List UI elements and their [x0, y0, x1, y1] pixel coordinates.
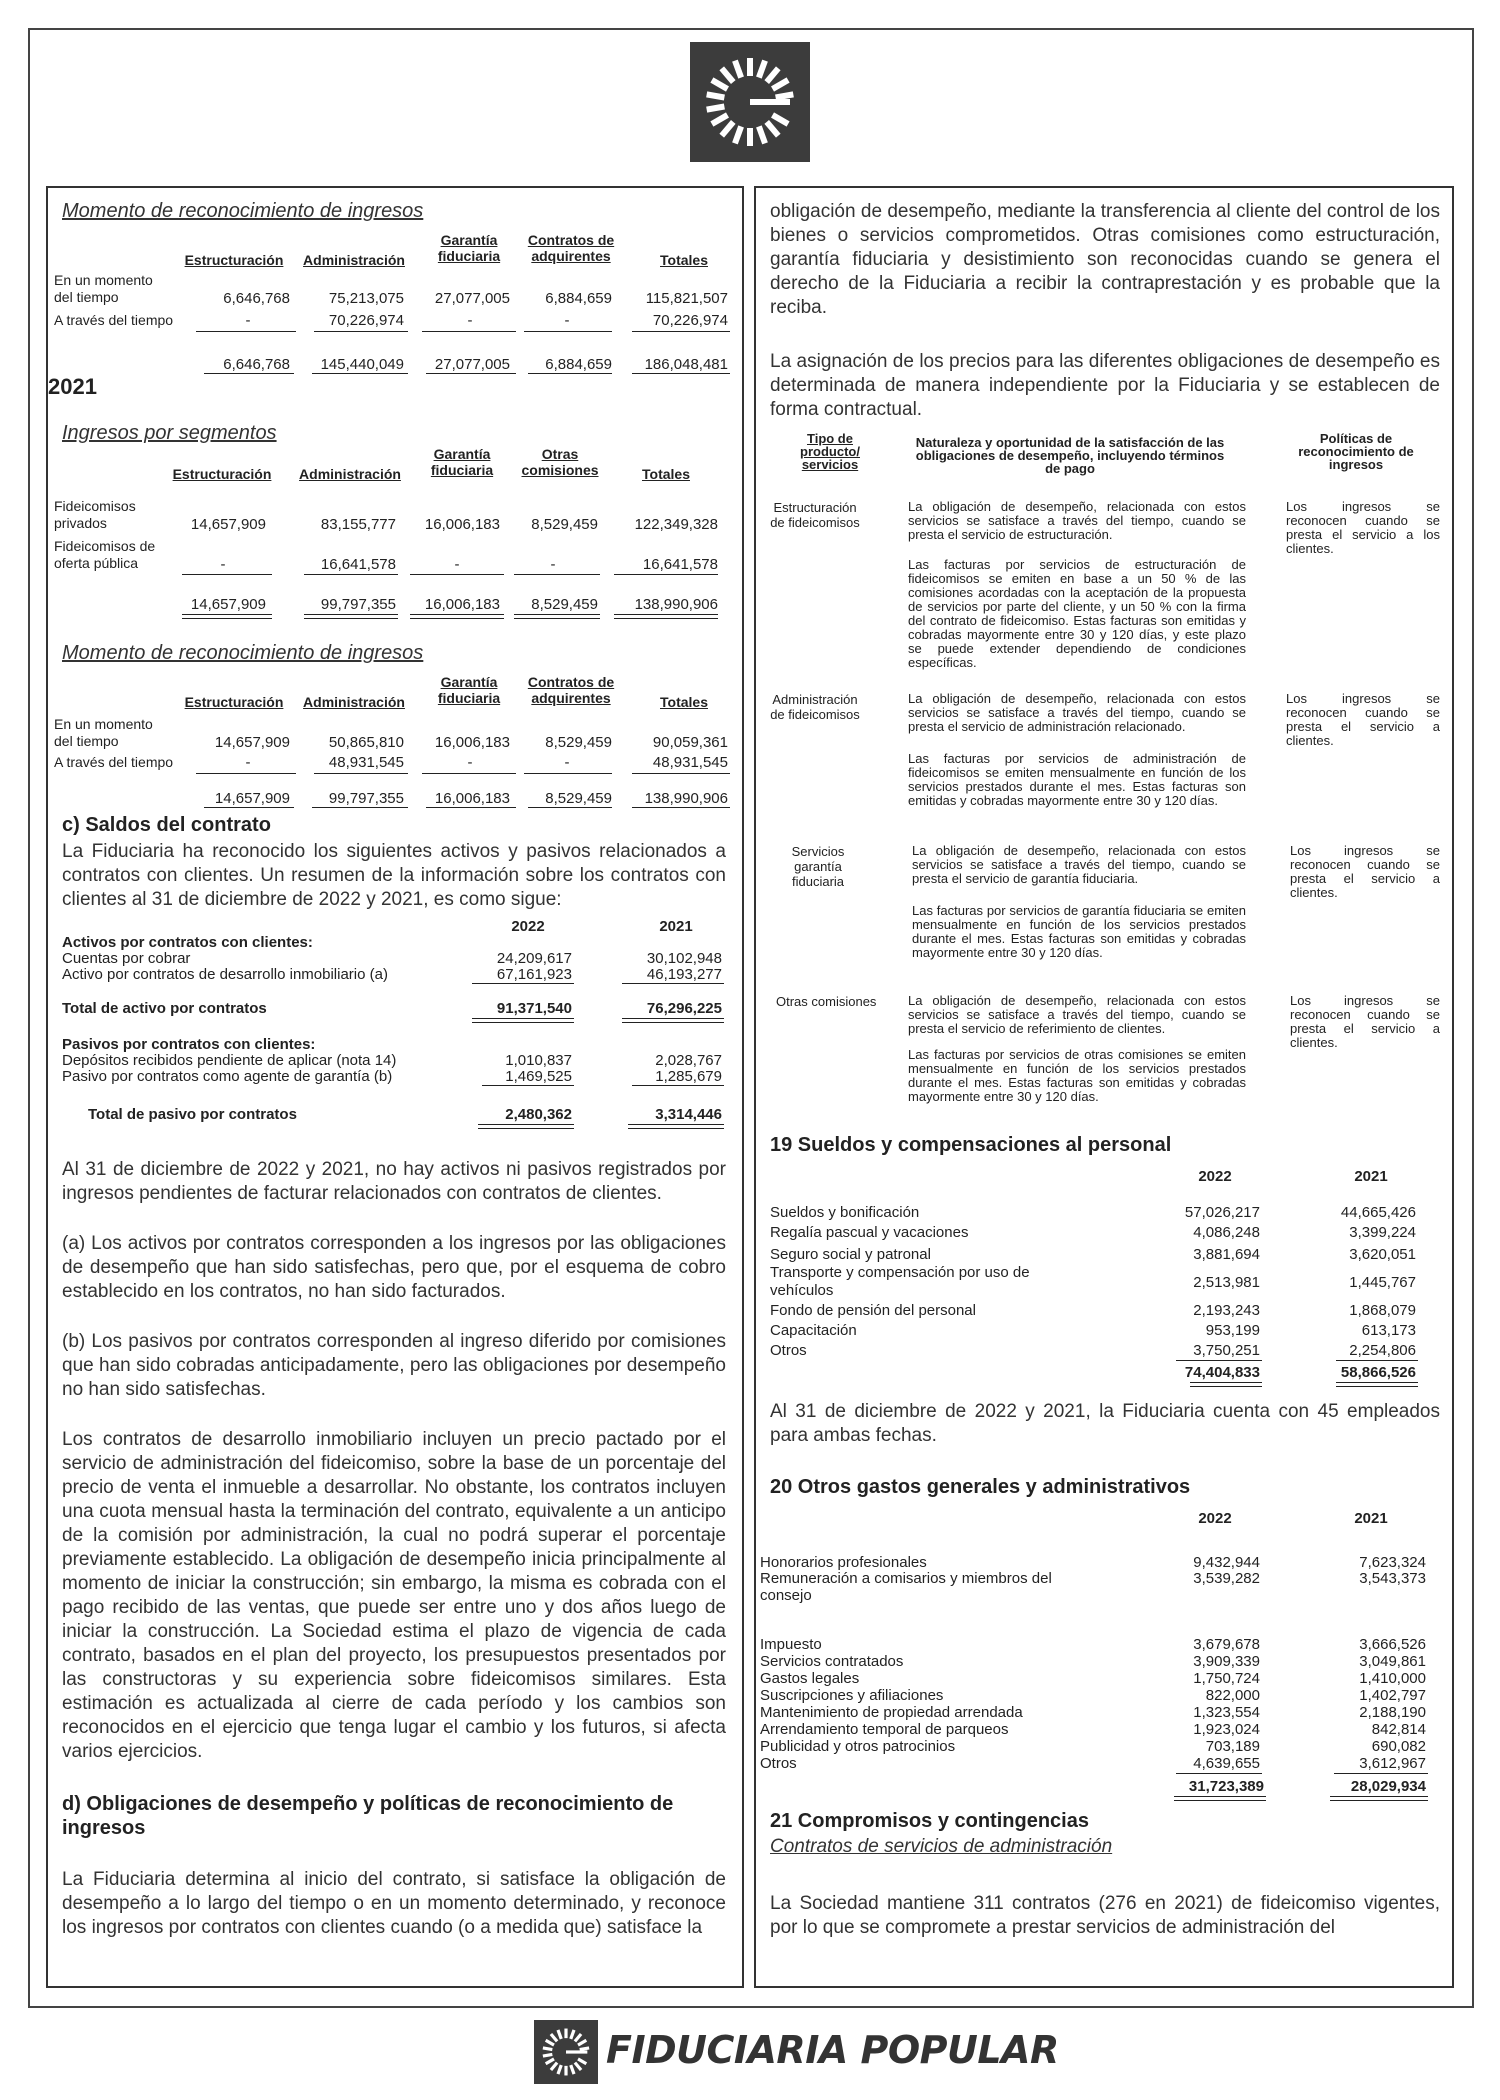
- s20-row5-label: Gastos legales: [760, 1670, 860, 1687]
- block1-title: Momento de reconocimiento de ingresos: [62, 200, 424, 222]
- s20-row4-label: Servicios contratados: [760, 1653, 904, 1670]
- s20-row7-v1: 1,323,554: [1193, 1704, 1260, 1721]
- s20-row4-v1: 3,909,339: [1193, 1653, 1260, 1670]
- section-19-title: 19 Sueldos y compensaciones al personal: [770, 1134, 1172, 1156]
- s20-row3-v2: 3,666,526: [1359, 1636, 1426, 1653]
- block1-row2-v5: 70,226,974: [652, 312, 728, 329]
- activos-row1-v2: 30,102,948: [646, 950, 722, 967]
- s19-year2: 2021: [1354, 1168, 1388, 1185]
- block1-header-garantia: Garantía fiduciaria: [437, 232, 501, 264]
- brand-name: FIDUCIARIA POPULAR: [606, 2028, 1059, 2072]
- saldos-year1: 2022: [511, 918, 545, 935]
- block1-row2-v1: -: [245, 312, 251, 329]
- block1-row2-label: A través del tiempo: [54, 312, 174, 328]
- s19-row1-v2: 44,665,426: [1340, 1204, 1416, 1221]
- s20-row10-label: Otros: [760, 1755, 797, 1772]
- section-21-subtitle: Contratos de servicios de administración: [770, 1836, 1113, 1857]
- pasivos-row2-label: Pasivo por contratos como agente de garantía (b): [62, 1068, 393, 1085]
- block1-total-v1: 6,646,768: [223, 356, 290, 373]
- section-21-paragraph: La Sociedad mantiene 311 contratos (276 en 2021) de fideicomiso vigentes, por lo que se compromete a prestar servicios de administración del: [770, 1893, 1440, 1938]
- product-administracion-policy: Los ingresos se reconocen cuando se presta el servicio a clientes.: [1286, 691, 1440, 748]
- obligaciones-title: d) Obligaciones de desempeño y políticas de reconocimiento de ingresos: [62, 1793, 674, 1839]
- block1-row1-v3: 27,077,005: [434, 290, 510, 307]
- s19-row3-label: Seguro social y patronal: [770, 1246, 931, 1263]
- product-estructuracion-nature2: Las facturas por servicios de estructuración de fideicomisos se emiten en base a un 50 % de las comisiones acordadas con la aceptación de la propuesta de servicios por parte del cliente, y un 50 % con la firma del contrato de fideicomiso. Estas facturas son emitidas y cobradas mayormente entre 30 y 120 días, y este plazo se puede extender dependiendo de condiciones específicas.: [908, 557, 1246, 670]
- s19-row4-v2: 1,445,767: [1349, 1274, 1416, 1291]
- block1-row1-v5: 115,821,507: [645, 290, 728, 307]
- product-garantia-nature2: Las facturas por servicios de garantía fiduciaria se emiten mensualmente en función de los servicios prestados durante el mes. Estas facturas son emitidas y cobradas mayormente entre 30 y 120 días.: [912, 903, 1246, 960]
- paragraph-desarrollo-inmobiliario: Los contratos de desarrollo inmobiliario incluyen un precio pactado por el servicio de administración del fideicomiso, sobre la base de un porcentaje del precio de venta el inmueble a desarrollar. No obstante, los contratos incluyen una cuota mensual hasta la terminación del contrato, equivalente a un anticipo de la comisión por administración, la cual no podrá superar el porcentaje previamente establecido. La obligación de desempeño inicia principalmente al momento de iniciar la construcción; sin embargo, la misma es cobrada con el pago recibido de las ventas, que puede ser entre uno y dos años luego de iniciar la construcción. La Sociedad estima el plazo de vigencia de cada contrato, basados en el plan del proyecto, los presupuestos presentados por las constructoras y su experiencia sobre fideicomisos similares. Esta estimación es actualizada al cierre de cada período y los cambios son reconocidos en el ejercicio que tenga lugar el cambio y los futuros, si afecta varios ejercicios.: [62, 1429, 726, 1762]
- brand-logo-footer: [534, 2020, 598, 2084]
- s20-row9-label: Publicidad y otros patrocinios: [760, 1738, 956, 1755]
- s20-year2: 2021: [1354, 1510, 1388, 1527]
- s20-row2-v1: 3,539,282: [1193, 1570, 1260, 1587]
- s19-row1-label: Sueldos y bonificación: [770, 1204, 920, 1221]
- block2-total-v4: 8,529,459: [531, 596, 598, 613]
- pasivos-row1-v1: 1,010,837: [505, 1052, 572, 1069]
- block1-row2-v4: -: [564, 312, 570, 329]
- left-column: [46, 186, 744, 1988]
- saldos-title: c) Saldos del contrato: [62, 814, 271, 836]
- paragraph-obligacion-cont: obligación de desempeño, mediante la transferencia al cliente del control de los bienes o servicios comprometidos. Otras comisiones como estructuración, garantía fiduciaria y desistimiento son reconocidas cuando se genera el derecho de la Fiduciaria a recibir la contraprestación y es probable que la reciba.: [770, 201, 1440, 318]
- s19-row7-v1: 3,750,251: [1193, 1342, 1260, 1359]
- table-header-politicas: Políticas de reconocimiento de ingresos: [1298, 431, 1414, 472]
- activo-total-label: Total de activo por contratos: [62, 1000, 267, 1017]
- block3-row1-v5: 90,059,361: [652, 734, 728, 751]
- block2-header-otras: Otras comisiones: [521, 446, 599, 478]
- product-otras-policy: Los ingresos se reconocen cuando se presta el servicio a clientes.: [1290, 993, 1440, 1050]
- block3-total-v1: 14,657,909: [214, 790, 290, 807]
- s20-row1-label: Honorarios profesionales: [760, 1554, 927, 1571]
- s20-row1-v2: 7,623,324: [1359, 1554, 1426, 1571]
- s20-row10-v2: 3,612,967: [1359, 1755, 1426, 1772]
- s20-row7-v2: 2,188,190: [1359, 1704, 1426, 1721]
- block1-row1-v4: 6,884,659: [545, 290, 612, 307]
- block2-header-estructuracion: Estructuración: [172, 466, 272, 482]
- s19-row6-label: Capacitación: [770, 1322, 857, 1339]
- activo-total-v1: 91,371,540: [496, 1000, 572, 1017]
- product-type-administracion: Administración de fideicomisos: [770, 692, 860, 722]
- block3-row2-v1: -: [245, 754, 251, 771]
- s19-row5-label: Fondo de pensión del personal: [770, 1302, 976, 1319]
- s20-row2-label: Remuneración a comisarios y miembros del consejo: [760, 1570, 1052, 1604]
- block2-row2-v2: 16,641,578: [320, 556, 396, 573]
- product-otras-nature2: Las facturas por servicios de otras comisiones se emiten mensualmente en función de los servicios prestados durante el mes. Estas facturas son emitidas y cobradas mayormente entre 30 y 120 días.: [908, 1047, 1246, 1104]
- s19-row6-v2: 613,173: [1361, 1322, 1416, 1339]
- block2-header-garantia: Garantía fiduciaria: [430, 446, 494, 478]
- block1-row1-label: En un momento del tiempo: [54, 272, 153, 305]
- s19-row2-label: Regalía pascual y vacaciones: [770, 1224, 969, 1241]
- s19-row5-v2: 1,868,079: [1349, 1302, 1416, 1319]
- block3-title: Momento de reconocimiento de ingresos: [62, 642, 424, 664]
- s19-row2-v1: 4,086,248: [1193, 1224, 1260, 1241]
- s19-row7-label: Otros: [770, 1342, 807, 1359]
- block1-total-v2: 145,440,049: [320, 356, 404, 373]
- s19-year1: 2022: [1198, 1168, 1232, 1185]
- s20-row1-v1: 9,432,944: [1193, 1554, 1260, 1571]
- block2-total-v2: 99,797,355: [320, 596, 396, 613]
- block3-row2-v5: 48,931,545: [652, 754, 728, 771]
- block3-header-estructuracion: Estructuración: [184, 694, 284, 710]
- s19-row7-v2: 2,254,806: [1349, 1342, 1416, 1359]
- s19-row6-v1: 953,199: [1205, 1322, 1260, 1339]
- year-2021-heading: 2021: [48, 374, 97, 399]
- pasivos-row1-v2: 2,028,767: [655, 1052, 722, 1069]
- s19-total-v2: 58,866,526: [1340, 1364, 1416, 1381]
- s20-row3-v1: 3,679,678: [1193, 1636, 1260, 1653]
- activos-row2-v2: 46,193,277: [646, 966, 722, 983]
- section-21-title: 21 Compromisos y contingencias: [770, 1810, 1089, 1832]
- right-column: [754, 186, 1454, 1988]
- block2-row2-v4: -: [550, 556, 556, 573]
- pasivos-row2-v2: 1,285,679: [655, 1068, 722, 1085]
- pasivos-row1-label: Depósitos recibidos pendiente de aplicar (nota 14): [62, 1052, 397, 1069]
- block3-row1-v1: 14,657,909: [214, 734, 290, 751]
- block2-header-totales: Totales: [642, 466, 690, 482]
- block1-total-v5: 186,048,481: [644, 356, 728, 373]
- brand-logo-top: [690, 42, 810, 162]
- table-header-tipo: Tipo de producto/ servicios: [800, 431, 860, 472]
- s19-row5-v1: 2,193,243: [1193, 1302, 1260, 1319]
- block2-total-v3: 16,006,183: [424, 596, 500, 613]
- block1-row1-v2: 75,213,075: [328, 290, 404, 307]
- s19-row3-v1: 3,881,694: [1193, 1246, 1260, 1263]
- saldos-year2: 2021: [659, 918, 693, 935]
- s19-row1-v1: 57,026,217: [1184, 1204, 1260, 1221]
- block1-header-contratos: Contratos de adquirentes: [527, 232, 615, 264]
- block2-row2-v5: 16,641,578: [642, 556, 718, 573]
- pasivos-row2-v1: 1,469,525: [505, 1068, 572, 1085]
- activos-row1-label: Cuentas por cobrar: [62, 950, 191, 967]
- paragraph-note-a: (a) Los activos por contratos corresponden a los ingresos por las obligaciones de desempeño que han sido satisfechas, pero que, por el esquema de cobro establecido en los contratos, no han sido facturados.: [62, 1233, 726, 1302]
- block2-total-v1: 14,657,909: [190, 596, 266, 613]
- product-garantia-policy: Los ingresos se reconocen cuando se presta el servicio a clientes.: [1290, 843, 1440, 900]
- block2-row1-v3: 16,006,183: [424, 516, 500, 533]
- product-type-estructuracion: Estructuración de fideicomisos: [770, 500, 860, 530]
- block1-total-v4: 6,884,659: [545, 356, 612, 373]
- block1-header-totales: Totales: [660, 252, 708, 268]
- product-otras-nature1: La obligación de desempeño, relacionada con estos servicios se satisface a través del tiempo, cuando se presta el servicio de referimiento de clientes.: [908, 993, 1246, 1036]
- activos-title: Activos por contratos con clientes:: [62, 934, 313, 951]
- s19-total-v1: 74,404,833: [1184, 1364, 1260, 1381]
- section-20-title: 20 Otros gastos generales y administrativos: [770, 1476, 1191, 1498]
- block1-row2-v2: 70,226,974: [328, 312, 404, 329]
- s20-row8-v2: 842,814: [1371, 1721, 1426, 1738]
- pasivo-total-v1: 2,480,362: [505, 1106, 572, 1123]
- table-header-naturaleza: Naturaleza y oportunidad de la satisfacción de las obligaciones de desempeño, incluyendo términos de pago: [915, 435, 1225, 476]
- block1-header-estructuracion: Estructuración: [184, 252, 284, 268]
- block3-header-totales: Totales: [660, 694, 708, 710]
- block3-total-v5: 138,990,906: [644, 790, 728, 807]
- s20-row8-v1: 1,923,024: [1193, 1721, 1260, 1738]
- block3-total-v3: 16,006,183: [434, 790, 510, 807]
- block2-row2-v3: -: [454, 556, 460, 573]
- activos-row2-v1: 67,161,923: [496, 966, 572, 983]
- s20-row8-label: Arrendamiento temporal de parqueos: [760, 1721, 1009, 1738]
- s20-row6-v2: 1,402,797: [1359, 1687, 1426, 1704]
- s20-row10-v1: 4,639,655: [1193, 1755, 1260, 1772]
- s20-row5-v2: 1,410,000: [1359, 1670, 1426, 1687]
- paragraph-obligaciones: La Fiduciaria determina al inicio del contrato, si satisface la obligación de desempeño a lo largo del tiempo o en un momento determinado, y reconoce los ingresos por contratos con clientes cuando (o a medida que) satisface la: [62, 1869, 726, 1938]
- block3-row1-v3: 16,006,183: [434, 734, 510, 751]
- s20-year1: 2022: [1198, 1510, 1232, 1527]
- block2-row2-label: Fideicomisos de oferta pública: [54, 538, 156, 571]
- s19-row2-v2: 3,399,224: [1349, 1224, 1416, 1241]
- pasivo-total-v2: 3,314,446: [655, 1106, 722, 1123]
- block1-row2-v3: -: [467, 312, 473, 329]
- block2-header-administracion: Administración: [299, 466, 401, 482]
- paragraph-note-b: (b) Los pasivos por contratos corresponden al ingreso diferido por comisiones que han sido cobradas anticipadamente, pero las obligaciones por desempeño no han sido satisfechas.: [62, 1331, 726, 1400]
- s19-row4-v1: 2,513,981: [1193, 1274, 1260, 1291]
- s20-row5-v1: 1,750,724: [1193, 1670, 1260, 1687]
- block3-row1-v4: 8,529,459: [545, 734, 612, 751]
- paragraph-asignacion-precios: La asignación de los precios para las diferentes obligaciones de desempeño es determinada de manera independiente por la Fiduciaria y se establecen de forma contractual.: [770, 351, 1440, 420]
- block2-title: Ingresos por segmentos: [62, 422, 277, 444]
- product-garantia-nature1: La obligación de desempeño, relacionada con estos servicios se satisface a través del tiempo, cuando se presta el servicio de garantía fiduciaria.: [912, 843, 1246, 886]
- product-administracion-nature1: La obligación de desempeño, relacionada con estos servicios se satisface a través del tiempo, cuando se presta el servicio de administración relacionado.: [908, 691, 1246, 734]
- block3-header-contratos: Contratos de adquirentes: [527, 674, 615, 706]
- activo-total-v2: 76,296,225: [646, 1000, 722, 1017]
- pasivo-total-label: Total de pasivo por contratos: [88, 1106, 297, 1123]
- saldos-intro: La Fiduciaria ha reconocido los siguientes activos y pasivos relacionados a contratos con clientes. Un resumen de la información sobre los contratos con clientes al 31 de diciembre de 2022 y 2021, es como sigue:: [62, 841, 726, 910]
- block3-row2-v4: -: [564, 754, 570, 771]
- block2-row2-v1: -: [220, 556, 226, 573]
- pasivos-title: Pasivos por contratos con clientes:: [62, 1036, 316, 1053]
- block3-row2-label: A través del tiempo: [54, 754, 174, 770]
- block2-row1-v1: 14,657,909: [190, 516, 266, 533]
- paragraph-no-activos: Al 31 de diciembre de 2022 y 2021, no hay activos ni pasivos registrados por ingresos pendientes de facturar relacionados con contratos de clientes.: [62, 1159, 726, 1204]
- s20-row4-v2: 3,049,861: [1359, 1653, 1426, 1670]
- block2-row1-v2: 83,155,777: [320, 516, 396, 533]
- block2-row1-v4: 8,529,459: [531, 516, 598, 533]
- s19-note: Al 31 de diciembre de 2022 y 2021, la Fiduciaria cuenta con 45 empleados para ambas fechas.: [770, 1401, 1440, 1446]
- block3-header-garantia: Garantía fiduciaria: [437, 674, 501, 706]
- s20-row6-v1: 822,000: [1205, 1687, 1260, 1704]
- s19-row4-label: Transporte y compensación por uso de vehículos: [770, 1264, 1030, 1299]
- s19-row3-v2: 3,620,051: [1349, 1246, 1416, 1263]
- product-estructuracion-policy: Los ingresos se reconocen cuando se presta el servicio a los clientes.: [1286, 499, 1440, 556]
- s20-total-v2: 28,029,934: [1350, 1778, 1426, 1795]
- s20-row7-label: Mantenimiento de propiedad arrendada: [760, 1704, 1023, 1721]
- s20-row9-v1: 703,189: [1205, 1738, 1260, 1755]
- product-administracion-nature2: Las facturas por servicios de administración de fideicomisos se emiten mensualmente en función de los servicios prestados durante el mes. Estas facturas son emitidas y cobradas mayormente entre 30 y 120 días.: [908, 751, 1246, 808]
- block1-row1-v1: 6,646,768: [223, 290, 290, 307]
- product-estructuracion-nature1: La obligación de desempeño, relacionada con estos servicios se satisface a través del tiempo, cuando se presta el servicio de estructuración.: [908, 499, 1246, 542]
- activos-row1-v1: 24,209,617: [496, 950, 572, 967]
- block3-total-v2: 99,797,355: [328, 790, 404, 807]
- block3-total-v4: 8,529,459: [545, 790, 612, 807]
- block1-total-v3: 27,077,005: [434, 356, 510, 373]
- s20-row6-label: Suscripciones y afiliaciones: [760, 1687, 944, 1704]
- block3-row2-v3: -: [467, 754, 473, 771]
- activos-row2-label: Activo por contratos de desarrollo inmobiliario (a): [62, 966, 388, 983]
- s20-row3-label: Impuesto: [760, 1636, 822, 1653]
- product-type-otras-comisiones: Otras comisiones: [776, 994, 877, 1009]
- block2-row1-v5: 122,349,328: [634, 516, 718, 533]
- s20-total-v1: 31,723,389: [1188, 1778, 1264, 1795]
- block3-header-administracion: Administración: [303, 694, 405, 710]
- product-type-garantia: Servicios garantía fiduciaria: [791, 844, 845, 889]
- block3-row2-v2: 48,931,545: [328, 754, 404, 771]
- block3-row1-v2: 50,865,810: [328, 734, 404, 751]
- s20-row9-v2: 690,082: [1371, 1738, 1426, 1755]
- s20-row2-v2: 3,543,373: [1359, 1570, 1426, 1587]
- block2-total-v5: 138,990,906: [634, 596, 718, 613]
- block3-row1-label: En un momento del tiempo: [54, 716, 153, 749]
- block2-row1-label: Fideicomisos privados: [54, 498, 136, 531]
- block1-header-administracion: Administración: [303, 252, 405, 268]
